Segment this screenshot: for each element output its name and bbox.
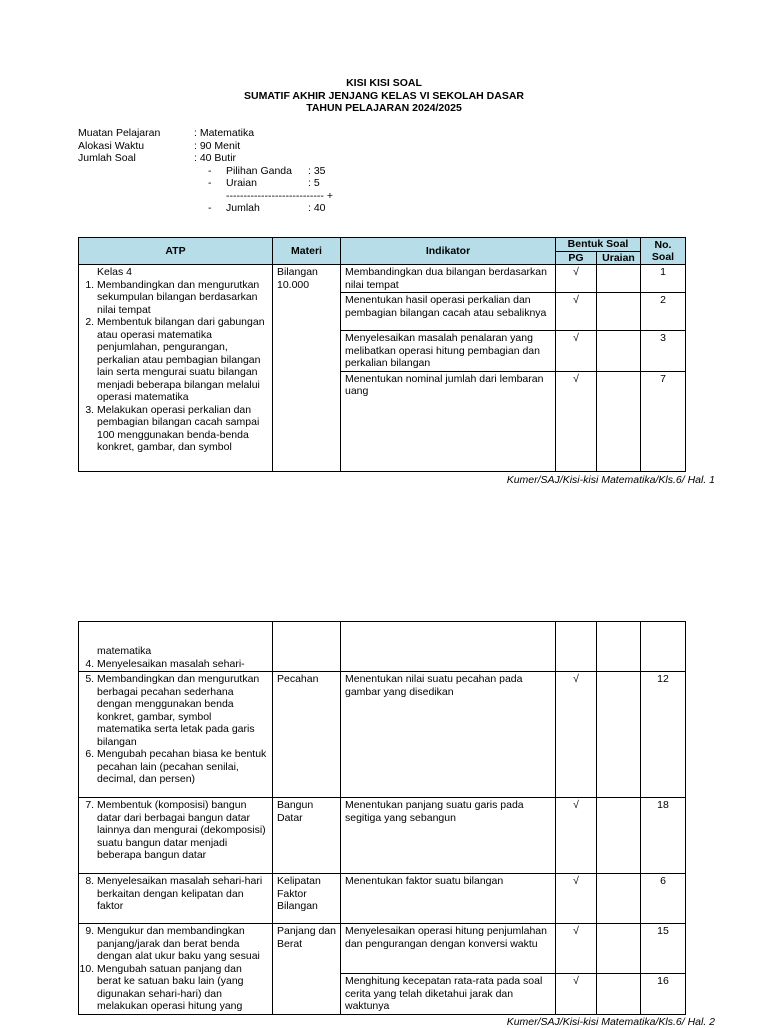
atp-cell	[79, 622, 273, 672]
jumlah-value: : 40 Butir	[194, 152, 237, 164]
indikator-cell: Menentukan nominal jumlah dari lembaran uang	[341, 371, 556, 471]
indikator-cell: Menentukan nilai suatu pecahan pada gambar yang disedikan	[341, 672, 556, 798]
materi-cell: Pecahan	[273, 672, 341, 798]
no-soal-cell: 18	[641, 798, 686, 874]
doc-title-2: SUMATIF AKHIR JENJANG KELAS VI SEKOLAH DASAR	[243, 90, 525, 102]
dash-marker: -	[208, 164, 212, 177]
jumlah-label: Jumlah Soal	[78, 152, 136, 164]
page-footer-1: Kumer/SAJ/Kisi-kisi Matematika/Kls.6/ Hal. 1	[506, 474, 715, 486]
pg-check: √	[556, 331, 597, 372]
uraian-cell	[597, 331, 641, 372]
dash-marker: -	[208, 177, 212, 189]
no-soal-cell: 6	[641, 874, 686, 924]
uraian-cell	[597, 798, 641, 874]
header-materi: Materi	[273, 238, 341, 265]
materi-cell: Bilangan 10.000	[273, 265, 341, 472]
atp-cell	[79, 672, 273, 798]
atp-item: 10. Mengubah satuan panjang dan berat ke satuan baku lain (yang digunakan sehari-hari) dan melakukan operasi hitung yang	[97, 963, 268, 1013]
atp-item: 4. Menyelesaikan masalah sehari-	[97, 658, 268, 671]
pg-check: √	[556, 798, 597, 874]
materi-cell: Kelipatan Faktor Bilangan	[273, 874, 341, 924]
pg-check: √	[556, 924, 597, 974]
atp-item: 5. Membandingkan dan mengurutkan berbagai pecahan sederhana dengan menggunakan benda konkret, gambar, symbol matematika serta letak pada garis bilangan	[97, 673, 268, 748]
kelas-label: Kelas 4	[97, 266, 133, 278]
no-soal-cell: 15	[641, 924, 686, 974]
atp-continuation: matematika	[97, 645, 152, 657]
materi-cell: Bangun Datar	[273, 798, 341, 874]
pg-check: √	[556, 974, 597, 1015]
indikator-cell: Menyelesaikan operasi hitung penjumlahan dan pengurangan dengan konversi waktu	[341, 924, 556, 974]
atp-item: 7. Membentuk (komposisi) bangun datar dari berbagai bangun datar lainnya dan mengurai (dekomposisi) suatu bangun datar menjadi beberapa bangun datar	[97, 799, 268, 862]
dash-marker: -	[208, 202, 212, 214]
atp-item: 1. Membandingkan dan mengurutkan sekumpulan bilangan berdasarkan nilai tempat	[97, 279, 268, 317]
uraian-label: Uraian	[226, 177, 257, 189]
muatan-label: Muatan Pelajaran	[78, 127, 161, 139]
atp-item: 2. Membentuk bilangan dari gabungan atau operasi matematika penjumlahan, pengurangan, perkalian atau pembagian bilangan lain serta mengurai suatu bilangan menjadi beberapa bilangan melalui operasi matematika	[97, 316, 268, 404]
uraian-cell	[597, 974, 641, 1015]
page-footer-2: Kumer/SAJ/Kisi-kisi Matematika/Kls.6/ Hal. 2	[506, 1016, 715, 1028]
materi-cell	[273, 622, 341, 672]
atp-cell	[79, 874, 273, 924]
indikator-cell	[341, 622, 556, 672]
uraian-cell	[597, 293, 641, 331]
header-indikator: Indikator	[341, 238, 556, 265]
uraian-cell	[597, 371, 641, 471]
pg-check: √	[556, 265, 597, 293]
doc-title-1: KISI KISI SOAL	[346, 77, 422, 89]
pg-check	[556, 622, 597, 672]
total-label: Jumlah	[226, 202, 260, 214]
atp-item: 8. Menyelesaikan masalah sehari-hari berkaitan dengan kelipatan dan faktor	[97, 875, 268, 913]
uraian-cell	[597, 622, 641, 672]
header-pg: PG	[556, 251, 597, 265]
atp-cell	[79, 265, 273, 472]
pg-value: : 35	[308, 164, 326, 177]
uraian-value: : 5	[308, 177, 320, 189]
header-no-soal: No. Soal	[641, 238, 686, 265]
uraian-cell	[597, 672, 641, 798]
indikator-cell: Menghitung kecepatan rata-rata pada soal cerita yang telah diketahui jarak dan waktunya	[341, 974, 556, 1015]
uraian-cell	[597, 874, 641, 924]
no-soal-cell: 7	[641, 371, 686, 471]
sum-separator: ---------------------------- +	[226, 189, 333, 202]
pg-check: √	[556, 672, 597, 798]
muatan-value: : Matematika	[194, 127, 255, 139]
no-soal-cell: 2	[641, 293, 686, 331]
header-bentuk-soal: Bentuk Soal	[556, 238, 641, 252]
atp-item: 3. Melakukan operasi perkalian dan pembagian bilangan cacah sampai 100 menggunakan benda-benda konkret, gambar, dan symbol	[97, 404, 268, 454]
kisi-table-page2	[78, 621, 686, 1015]
materi-cell: Panjang dan Berat	[273, 924, 341, 1015]
pg-label: Pilihan Ganda	[226, 164, 292, 177]
pg-check: √	[556, 371, 597, 471]
atp-item: 9. Mengukur dan membandingkan panjang/jarak dan berat benda dengan alat ukur baku yang sesuai	[97, 925, 268, 963]
alokasi-label: Alokasi Waktu	[78, 139, 145, 152]
no-soal-cell: 16	[641, 974, 686, 1015]
no-soal-cell	[641, 622, 686, 672]
indikator-cell: Menyelesaikan masalah penalaran yang melibatkan operasi hitung pembagian dan perkalian bilangan	[341, 331, 556, 372]
atp-item: 6. Mengubah pecahan biasa ke bentuk pecahan lain (pecahan senilai, decimal, dan persen)	[97, 748, 268, 786]
indikator-cell: Menentukan panjang suatu garis pada segitiga yang sebangun	[341, 798, 556, 874]
pg-check: √	[556, 874, 597, 924]
atp-cell	[79, 798, 273, 874]
no-soal-cell: 12	[641, 672, 686, 798]
uraian-cell	[597, 265, 641, 293]
indikator-cell: Menentukan faktor suatu bilangan	[341, 874, 556, 924]
indikator-cell: Menentukan hasil operasi perkalian dan pembagian bilangan cacah atau sebaliknya	[341, 293, 556, 331]
uraian-cell	[597, 924, 641, 974]
pg-check: √	[556, 293, 597, 331]
indikator-cell: Membandingkan dua bilangan berdasarkan nilai tempat	[341, 265, 556, 293]
no-soal-cell: 3	[641, 331, 686, 372]
no-soal-cell: 1	[641, 265, 686, 293]
alokasi-value: : 90 Menit	[194, 139, 241, 152]
kisi-table-page1	[78, 237, 686, 472]
atp-cell	[79, 924, 273, 1015]
doc-title-3: TAHUN PELAJARAN 2024/2025	[306, 102, 462, 114]
header-atp: ATP	[79, 238, 273, 265]
total-value: : 40	[308, 202, 326, 214]
header-uraian: Uraian	[597, 251, 641, 265]
meta-block	[78, 127, 333, 215]
